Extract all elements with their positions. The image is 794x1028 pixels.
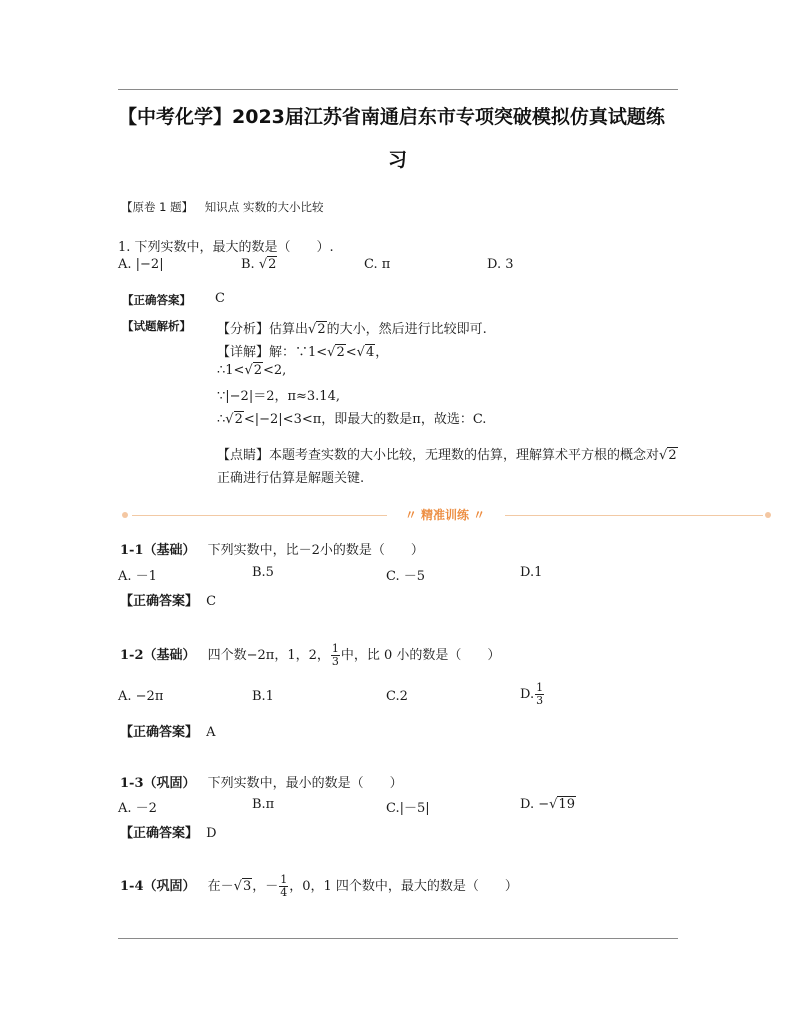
question-1-option-a: A. |−2|: [118, 257, 164, 272]
sqrt-19: √19: [549, 797, 575, 812]
sqrt-2: √2: [258, 257, 277, 272]
banner-dot-left: [122, 512, 128, 518]
fraction-one-quarter: $\frac{1}{4}$: [280, 873, 288, 899]
document-title-continued: 习: [388, 149, 408, 171]
sqrt-2: √2: [308, 322, 326, 337]
origin-line: [121, 199, 323, 215]
fraction-one-third: $\frac{1}{3}$: [331, 642, 339, 668]
practice-1-2-answer: 【正确答案】 A: [120, 725, 216, 740]
practice-1-1-answer: 【正确答案】 C: [120, 594, 217, 609]
analysis-line-7: 正确进行估算是解题关键.: [217, 471, 365, 486]
analysis-line-1: 【分析】估算出√2的大小，然后进行比较即可.: [217, 322, 487, 337]
origin-tag: 【原卷 1 题】: [121, 200, 194, 214]
sqrt-2: √2: [327, 345, 345, 360]
q1-answer: C: [215, 291, 225, 306]
analysis-line-3: ∴1<√2<2,: [217, 363, 287, 378]
practice-1-1-option-c: C. －5: [386, 569, 426, 584]
practice-1-2-option-c: C.2: [386, 689, 408, 704]
q1-answer-label: 【正确答案】: [122, 293, 191, 307]
banner-dot-right: [765, 512, 771, 518]
fraction-one-third: $\frac{1}{3}$: [536, 681, 544, 707]
sqrt-3: √3: [233, 879, 252, 894]
analysis-line-4: ∵|−2|＝2，π≈3.14,: [217, 389, 340, 404]
document-title: 【中考化学】2023届江苏省南通启东市专项突破模拟仿真试题练: [118, 106, 665, 128]
practice-1-1-option-b: B.5: [252, 565, 274, 580]
practice-1-1-option-d: D.1: [520, 565, 543, 580]
question-1-option-b: B. √2: [241, 257, 277, 272]
sqrt-2: √2: [244, 363, 263, 378]
practice-1-1-stem: 1-1（基础） 下列实数中，比－2小的数是（ ）: [120, 543, 424, 558]
question-1-option-d: D. 3: [487, 257, 514, 272]
analysis-line-2: 【详解】解：∵1<√2<√4，: [217, 345, 389, 360]
sqrt-4: √4: [356, 345, 375, 360]
section-banner: 〃 精准训练 〃: [404, 508, 486, 522]
question-1-stem: 1. 下列实数中，最大的数是（ ）.: [118, 240, 334, 255]
practice-1-3-option-c: C.|－5|: [386, 801, 430, 816]
question-1-option-c: C. π: [364, 257, 391, 272]
practice-1-2-option-d: D. $\frac{1}{3}$: [520, 681, 544, 707]
analysis-line-5: ∴√2<|−2|<3<π，即最大的数是π，故选：C.: [217, 412, 487, 427]
practice-1-2-option-a: A. −2π: [118, 689, 164, 704]
bottom-rule: [118, 938, 678, 939]
practice-1-3-option-b: B.π: [252, 797, 275, 812]
knowledge-point: 知识点 实数的大小比较: [204, 200, 324, 214]
practice-1-3-stem: 1-3（巩固） 下列实数中，最小的数是（ ）: [120, 776, 403, 791]
practice-1-2-stem: 1-2（基础） 四个数−2π，1，2， $\frac{1}{3}$ 中，比 0 小的数是（ ）: [120, 642, 501, 668]
practice-1-3-option-d: D. −√19: [520, 797, 575, 812]
banner-line-left: [132, 515, 387, 516]
sqrt-2: √2: [659, 448, 677, 463]
practice-1-4-stem: 1-4（巩固） 在－√3，－ $\frac{1}{4}$ ，0，1 四个数中，最大的数是（ ）: [120, 873, 518, 899]
analysis-line-6: 【点睛】本题考查实数的大小比较，无理数的估算，理解算术平方根的概念对√2: [217, 448, 677, 463]
practice-1-1-option-a: A. －1: [118, 569, 157, 584]
practice-1-3-answer: 【正确答案】 D: [120, 826, 217, 841]
q1-analysis-label: 【试题解析】: [122, 319, 191, 333]
practice-1-3-option-a: A. －2: [118, 801, 157, 816]
sqrt-2: √2: [225, 412, 243, 427]
banner-line-right: [505, 515, 763, 516]
practice-1-2-option-b: B.1: [252, 689, 274, 704]
top-rule: [118, 89, 678, 90]
